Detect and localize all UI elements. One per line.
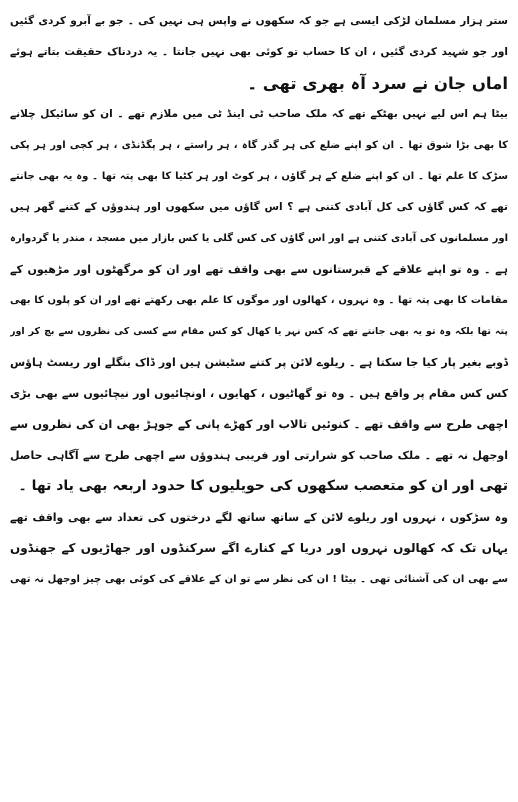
text-line: اور جو شہید کردی گئیں ، ان کا حساب تو کوئی بھی نہیں جانتا ۔ یہ دردناک حقیقت بتاتے ہوئے — [10, 46, 508, 58]
text-line: بیٹا ہم اس لیے نہیں بھٹکے تھے کہ ملک صاحب ٹی اینڈ ٹی میں ملازم تھے ۔ ان کو سائیکل چلانے — [10, 108, 508, 120]
text-line: اوجھل نہ تھے ۔ ملک صاحب کو شرارتی اور فریبی ہندوؤں سے اچھی طرح سے آگاہی حاصل — [10, 449, 508, 462]
text-line: سڑک کا علم تھا ۔ ان کو اپنے ضلع کے ہر گاؤں ، ہر کوٹ اور ہر کٹیا کا بھی پتہ تھا ۔ وہ یہ بھی جانتے — [10, 171, 508, 182]
text-line: اور مسلمانوں کی آبادی کتنی ہے اور اس گاؤں کی کس گلی یا کس بازار میں مسجد ، مندر یا گردوارہ — [10, 233, 508, 244]
text-line: سے بھی ان کی آشنائی تھی ۔ بیٹا ! ان کی نظر سے تو ان کے علاقے کی کوئی بھی چیز اوجھل نہ تھی — [10, 574, 508, 585]
text-line: ہے ۔ وہ تو اپنے علاقے کے قبرستانوں سے بھی واقف تھے اور ان کو مرگھٹوں اور مڑھیوں کے — [10, 263, 508, 276]
text-line: تھی اور ان کو متعصب سکھوں کی حویلیوں کا حدود اربعہ بھی یاد تھا ۔ — [18, 478, 508, 494]
text-line: مقامات کا بھی پتہ تھا ۔ وہ نہروں ، کھالوں اور موگوں کا علم بھی رکھتے تھے اور ان کو پلوں کا بھی — [10, 295, 508, 306]
text-line: پتہ تھا بلکہ وہ تو یہ بھی جانتے تھے کہ کس نہر یا کھال کو کس مقام سے کسی کی نظروں سے بچ کر اور — [10, 326, 508, 337]
text-line: وہ سڑکوں ، نہروں اور ریلوے لائن کے ساتھ ساتھ لگے درختوں کی تعداد سے بھی واقف تھے — [10, 511, 508, 524]
paragraph-1 — [10, 6, 508, 99]
text-line: ڈوبے بغیر پار کیا جا سکتا ہے ۔ ریلوے لائن پر کتنے سٹیشن ہیں اور ڈاک بنگلے اور ریسٹ ہاؤس — [10, 356, 508, 369]
text-line: ستر ہزار مسلمان لڑکی ایسی ہے جو کہ سکھوں نے واپس ہی نہیں کی ۔ جو بے آبرو کردی گئیں — [10, 15, 508, 27]
paragraph-3 — [10, 502, 508, 595]
text-line: اماں جان نے سرد آہ بھری تھی ۔ — [247, 74, 508, 93]
paragraph-2 — [10, 99, 508, 502]
text-line: کس کس مقام پر واقع ہیں ۔ وہ تو گھاٹیوں ، کھایوں ، اونچائیوں اور نیچائیوں سے بھی بڑی — [10, 387, 508, 400]
text-line: یہاں تک کہ کھالوں نہروں اور دریا کے کنارے اگے سرکنڈوں اور جھاڑیوں کے جھنڈوں — [10, 541, 508, 555]
text-line: اچھی طرح سے واقف تھے ۔ کنوئیں تالاب اور کھڑے پانی کے جوہڑ بھی ان کی نظروں سے — [10, 417, 508, 431]
text-line: تھے کہ کس گاؤں کی کل آبادی کتنی ہے ؟ اس گاؤں میں سکھوں اور ہندوؤں کے کتنے گھر ہیں — [10, 201, 508, 213]
text-line: کا بھی بڑا شوق تھا ۔ ان کو اپنے ضلع کی ہر گذر گاہ ، ہر راستے ، ہر پگڈنڈی ، ہر کچی اور ہر پکی — [10, 140, 508, 151]
